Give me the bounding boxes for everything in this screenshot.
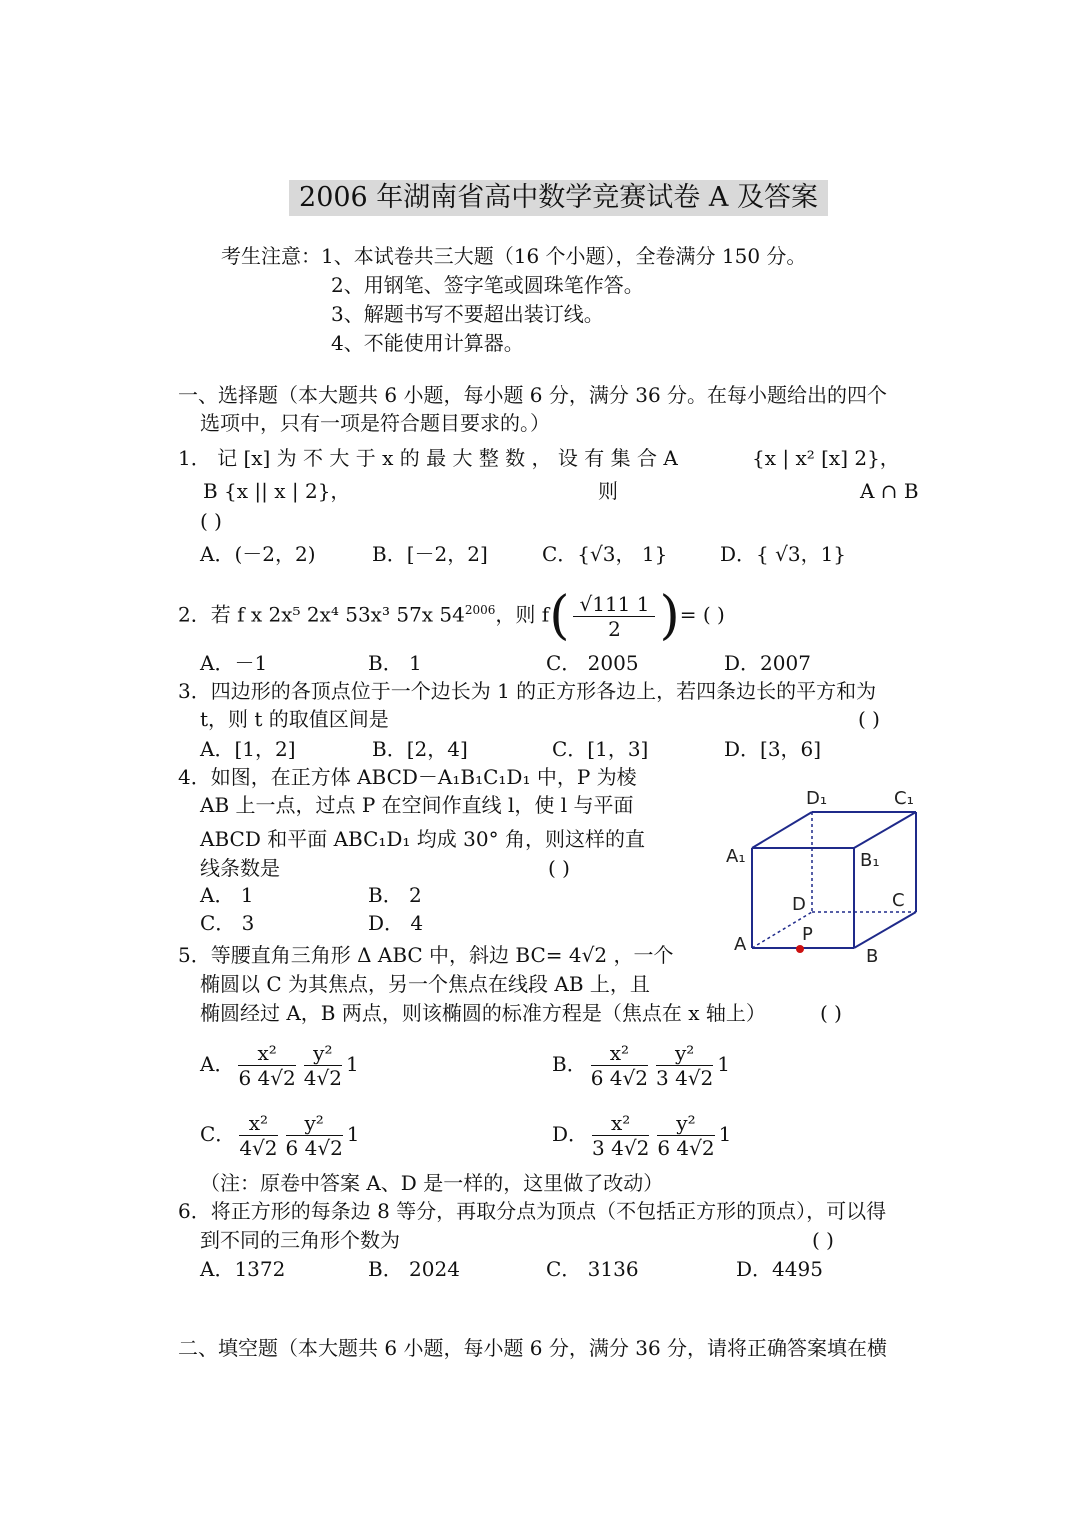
edge-b1c1 <box>854 812 916 848</box>
fraction-numerator: y² <box>304 1041 342 1066</box>
q6-answer-bracket: ( ) <box>812 1228 834 1252</box>
fraction-denominator: 6 4√2 <box>657 1136 715 1160</box>
q2-option-a: A．－1 <box>200 651 268 675</box>
label-b1: B₁ <box>860 850 880 871</box>
q5-option-c <box>200 1106 360 1162</box>
fraction <box>591 1041 648 1090</box>
label-p: P <box>802 924 813 945</box>
q3-option-a: A．[1，2] <box>200 737 296 761</box>
q5-option-b <box>552 1036 730 1092</box>
q5-line3: 椭圆经过 A，B 两点，则该椭圆的标准方程是（焦点在 x 轴上） <box>200 1001 766 1025</box>
fraction-denominator: 4√2 <box>303 1066 342 1090</box>
point-p <box>796 945 804 953</box>
q6-option-b: B． 2024 <box>368 1257 460 1281</box>
q4-line4: 线条数是 <box>200 856 280 880</box>
fraction-numerator: y² <box>286 1111 343 1136</box>
label-d1: D₁ <box>806 788 828 809</box>
option-label: C． <box>200 1122 236 1146</box>
notice-item: 2、用钢笔、签字笔或圆珠笔作答。 <box>331 273 644 297</box>
q4-line2: AB 上一点，过点 P 在空间作直线 l，使 l 与平面 <box>200 793 634 817</box>
q1-option-d: D．{ √3，1} <box>720 542 847 566</box>
q4-option-d: D． 4 <box>368 911 424 935</box>
edge-a1d1 <box>752 812 812 848</box>
fraction <box>239 1111 277 1160</box>
q3-option-b: B．[2，4] <box>372 737 468 761</box>
fraction-numerator: x² <box>238 1041 295 1066</box>
q3-answer-bracket: ( ) <box>858 707 880 731</box>
q1-option-c: C．{√3， 1} <box>542 542 668 566</box>
cube-figure <box>720 780 950 970</box>
option-label: B． <box>552 1052 587 1076</box>
fraction-denominator: 4√2 <box>239 1136 278 1160</box>
q2-function: 2．若 f x 2x⁵ 2x⁴ 53x³ 57x 54 <box>178 602 465 627</box>
label-c1: C₁ <box>894 788 914 809</box>
q3-option-d: D．[3，6] <box>724 737 822 761</box>
q6-line2: 到不同的三角形个数为 <box>200 1228 400 1252</box>
q4-line1: 4．如图，在正方体 ABCD－A₁B₁C₁D₁ 中，P 为棱 <box>178 765 637 789</box>
section2-header: 二、填空题（本大题共 6 小题，每小题 6 分，满分 36 分，请将正确答案填在横 <box>178 1336 888 1360</box>
fraction <box>592 1111 649 1160</box>
q5-line2: 椭圆以 C 为其焦点，另一个焦点在线段 AB 上，且 <box>200 972 650 996</box>
q5-line1: 5．等腰直角三角形 Δ ABC 中，斜边 BC= 4√2 ，一个 <box>178 943 674 967</box>
q5-option-d <box>552 1106 731 1162</box>
q6-option-c: C． 3136 <box>546 1257 639 1281</box>
equation-rhs: 1 <box>717 1052 730 1076</box>
q2-answer-bracket: = ( ) <box>679 602 725 627</box>
q1-answer-bracket: ( ) <box>200 509 222 533</box>
q1-option-b: B．[－2，2] <box>372 542 488 566</box>
q2-then-f: ，则 f <box>495 602 550 627</box>
label-c: C <box>892 890 905 911</box>
label-a: A <box>734 934 747 955</box>
q1-then: 则 <box>598 479 618 503</box>
q2-option-d: D．2007 <box>724 651 811 675</box>
q4-answer-bracket: ( ) <box>548 856 570 880</box>
q1-line1: 1． 记 [x] 为 不 大 于 x 的 最 大 整 数 ， 设 有 集 合 A <box>178 446 678 470</box>
equation-rhs: 1 <box>345 1052 359 1076</box>
q1-option-a: A．(－2，2) <box>200 542 316 566</box>
q2-fraction <box>573 592 655 641</box>
fraction-numerator: x² <box>239 1111 277 1136</box>
label-d: D <box>792 894 806 915</box>
q4-option-b: B． 2 <box>368 883 422 907</box>
fraction-denominator: 6 4√2 <box>590 1066 648 1090</box>
notice-item: 3、解题书写不要超出装订线。 <box>331 302 604 326</box>
q6-option-d: D．4495 <box>736 1257 823 1281</box>
q6-line1: 6．将正方形的每条边 8 等分，再取分点为顶点（不包括正方形的顶点），可以得 <box>178 1199 887 1223</box>
q2-option-b: B． 1 <box>368 651 422 675</box>
edge-bc <box>854 912 916 948</box>
q3-option-c: C．[1，3] <box>552 737 649 761</box>
label-b: B <box>866 946 879 967</box>
q2-exponent: 2006 <box>464 603 496 617</box>
q4-option-a: A． 1 <box>200 883 254 907</box>
fraction-numerator: √111 1 <box>573 592 655 617</box>
section1-header: 一、选择题（本大题共 6 小题，每小题 6 分，满分 36 分。在每小题给出的四个 <box>178 383 888 407</box>
page-title: 2006 年湖南省高中数学竞赛试卷 A 及答案 <box>289 180 828 216</box>
notice-item: 4、不能使用计算器。 <box>331 331 524 355</box>
fraction-denominator: 3 4√2 <box>655 1066 714 1090</box>
equation-rhs: 1 <box>718 1122 732 1146</box>
fraction-denominator: 2 <box>608 616 621 641</box>
fraction-denominator: 6 4√2 <box>285 1136 343 1160</box>
right-paren: ) <box>659 586 680 647</box>
fraction-numerator: y² <box>656 1041 713 1066</box>
fraction <box>286 1111 343 1160</box>
option-label: D． <box>552 1122 589 1146</box>
fraction-numerator: x² <box>592 1111 649 1136</box>
q2-option-c: C． 2005 <box>546 651 639 675</box>
fraction <box>657 1111 714 1160</box>
option-label: A． <box>200 1052 235 1076</box>
notice-lead: 考生注意：1、本试卷共三大题（16 个小题），全卷满分 150 分。 <box>221 244 807 268</box>
fraction <box>238 1041 295 1090</box>
fraction-denominator: 3 4√2 <box>592 1136 650 1160</box>
q1-set-a: {x | x² [x] 2}， <box>752 446 900 470</box>
fraction-denominator: 6 4√2 <box>238 1066 296 1090</box>
fraction <box>304 1041 342 1090</box>
q1-intersection: A ∩ B <box>860 479 919 503</box>
equation-rhs: 1 <box>346 1122 360 1146</box>
fraction-numerator: x² <box>591 1041 648 1066</box>
fraction-numerator: y² <box>657 1111 714 1136</box>
q2-line <box>178 582 725 647</box>
fraction <box>656 1041 713 1090</box>
q5-note: （注：原卷中答案 A、D 是一样的，这里做了改动） <box>200 1171 664 1195</box>
q5-option-a <box>200 1036 359 1092</box>
q5-answer-bracket: ( ) <box>820 1001 842 1025</box>
section1-header-cont: 选项中，只有一项是符合题目要求的。） <box>200 411 550 435</box>
q4-option-c: C． 3 <box>200 911 255 935</box>
q3-line2: t，则 t 的取值区间是 <box>200 707 389 731</box>
q3-line1: 3．四边形的各顶点位于一个边长为 1 的正方形各边上，若四条边长的平方和为 <box>178 679 877 703</box>
q4-line3: ABCD 和平面 ABC₁D₁ 均成 30° 角，则这样的直 <box>200 827 645 851</box>
label-a1: A₁ <box>726 846 746 867</box>
left-paren: ( <box>549 586 570 647</box>
q6-option-a: A．1372 <box>200 1257 286 1281</box>
q1-set-b: B {x || x | 2}， <box>203 479 351 503</box>
